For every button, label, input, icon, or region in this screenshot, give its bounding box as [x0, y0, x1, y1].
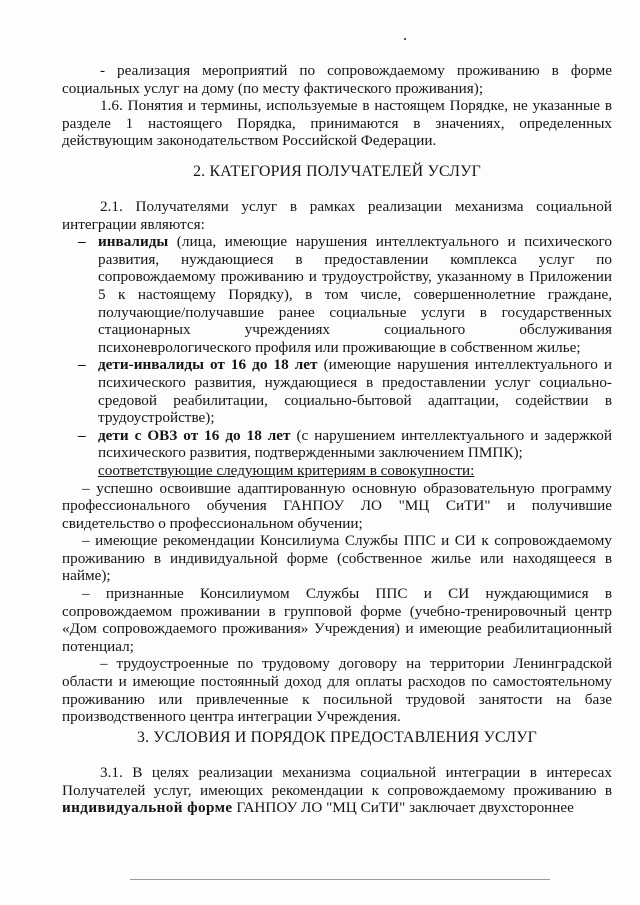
section-3-heading: 3. УСЛОВИЯ И ПОРЯДОК ПРЕДОСТАВЛЕНИЯ УСЛУГ	[136, 729, 538, 746]
term-individual-form: индивидуальной форме	[62, 799, 233, 817]
paragraph-2-1: 2.1. Получателями услуг в рамках реализации механизма социальной интеграции являются:	[62, 198, 612, 233]
paragraph-1-6: 1.6. Понятия и термины, используемые в настоящем Порядке, не указанные в разделе 1 настоящего Порядка, принимаются в значениях, определенных действующим законодательством Российской Федерации.	[62, 97, 612, 150]
intro-paragraphs	[62, 62, 612, 150]
list-item-disabled-persons	[62, 233, 612, 356]
paragraph-social-services-home: - реализация мероприятий по сопровождаемому проживанию в форме социальных услуг на дому (по месту фактического проживания);	[62, 62, 612, 97]
list-item-disabled-children	[62, 356, 612, 426]
term-children-ovz: дети с ОВЗ от 16 до 18 лет	[98, 426, 291, 444]
term-disabled: инвалиды	[98, 233, 169, 251]
term-disabled-children-description: (имеющие нарушения интеллектуального и психического развития, нуждающиеся в предоставлении услуг социально-средовой реабилитации, социально-бытовой адаптации, содействии в трудоустройстве);	[98, 356, 612, 427]
criterion-2: – имеющие рекомендации Консилиума Службы ППС и СИ к сопровождаемому проживанию в индивидуальной форме (собственное жилье или находящееся в найме);	[62, 532, 612, 585]
paragraph-3-1: 3.1. В целях реализации механизма социальной интеграции в интересах Получателей услуг, имеющих рекомендации к сопровождаемому проживанию в индивидуальной форме ГАНПОУ ЛО "МЦ СиТИ" заключает двухстороннее	[62, 764, 612, 817]
criterion-4: – трудоустроенные по трудовому договору на территории Ленинградской области и имеющие постоянный доход для оплаты расходов по самостоятельному проживанию или привлеченные к посильной трудовой занятости на базе производственного центра интеграции Учреждения.	[62, 655, 612, 726]
term-children-ovz-description: (с нарушением интеллектуального и задержкой психического развития, подтвержденными заключением ПМПК);	[98, 426, 612, 462]
term-disabled-children: дети-инвалиды от 16 до 18 лет	[98, 356, 318, 374]
term-disabled-description: (лица, имеющие нарушения интеллектуального и психического развития, нуждающиеся в предоставлении комплекса услуг по сопровождаемому проживанию и трудоустройству, указанному в Приложении 5 к настоящему Порядку), в том числе, совершеннолетние граждане, получающие/получавшие ранее социальные услуги в государственных стационарных учреждениях социального обслуживания психоневрологического профиля или проживающие в собственном жилье;	[98, 233, 612, 356]
scan-edge-line	[130, 879, 550, 880]
section-2-heading: 2. КАТЕГОРИЯ ПОЛУЧАТЕЛЕЙ УСЛУГ	[193, 163, 481, 180]
list-item-children-ovz	[62, 427, 612, 462]
dash-bullet: –	[78, 233, 86, 251]
section-2-body	[62, 198, 612, 726]
dash-bullet: –	[78, 356, 86, 374]
criterion-3: – признанные Консилиумом Службы ППС и СИ нуждающимися в сопровождаемом проживании в групповой форме (учебно-тренировочный центр «Дом сопровождаемого проживания» Учреждения) и имеющие реабилитационный потенциал;	[62, 585, 612, 655]
scan-speck	[404, 38, 406, 40]
section-3-body	[62, 764, 612, 817]
criteria-heading: соответствующие следующим критериям в совокупности:	[98, 461, 475, 479]
dash-bullet: –	[78, 426, 86, 444]
criterion-1: – успешно освоившие адаптированную основную образовательную программу профессионального обучения ГАНПОУ ЛО "МЦ СиТИ" и получившие свидетельство о профессиональном обучении;	[62, 479, 612, 532]
